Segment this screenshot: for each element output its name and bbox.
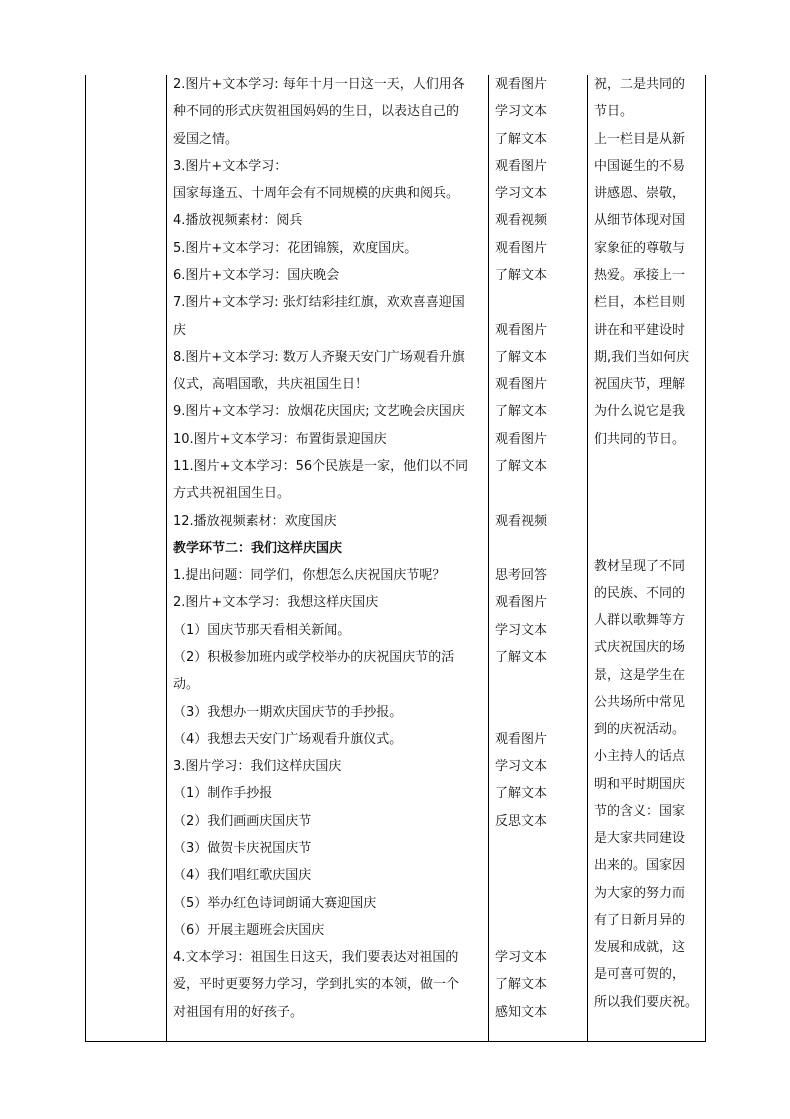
intent-line: 从细节体现对国 <box>594 213 686 228</box>
table-divider-3 <box>587 75 588 1042</box>
intent-line: 是可喜可贺的， <box>594 967 686 982</box>
content-line: 1.提出问题：同学们，你想怎么庆祝国庆节呢？ <box>173 568 446 583</box>
table-border-left <box>85 75 86 1042</box>
content-line: （1）国庆节那天看相关新闻。 <box>173 623 351 638</box>
content-line: 5.图片+文本学习：花团锦簇，欢度国庆。 <box>173 241 418 256</box>
table-border-right <box>705 75 706 1042</box>
activity-line: 了解文本 <box>495 132 548 147</box>
content-line: （2）积极参加班内或学校举办的庆祝国庆节的活 <box>173 650 455 665</box>
intent-line: 栏目，本栏目则 <box>594 295 686 310</box>
section-heading: 教学环节二：我们这样庆国庆 <box>173 541 343 556</box>
intent-line: 小主持人的话点 <box>594 749 686 764</box>
intent-line: 为大家的努力而 <box>594 886 686 901</box>
content-line: 对祖国有用的好孩子。 <box>173 1005 304 1020</box>
intent-line: 有了日新月异的 <box>594 913 686 928</box>
content-line: （2）我们画画庆国庆节 <box>173 814 312 829</box>
intent-line: 人群以歌舞等方 <box>594 613 686 628</box>
content-line: （3）我想办一期欢庆国庆节的手抄报。 <box>173 705 403 720</box>
activity-line: 了解文本 <box>495 650 548 665</box>
activity-line: 观看图片 <box>495 323 548 338</box>
activity-line: 学习文本 <box>495 623 548 638</box>
intent-line: 为什么说它是我 <box>594 404 686 419</box>
content-line: 爱国之情。 <box>173 132 239 147</box>
intent-line: 明和平时期国庆 <box>594 777 686 792</box>
activity-line: 观看视频 <box>495 213 548 228</box>
table-divider-2 <box>488 75 489 1042</box>
intent-line: 期,我们当如何庆 <box>594 350 690 365</box>
table-border-bottom <box>85 1041 706 1042</box>
content-line: 庆 <box>173 323 187 338</box>
activity-line: 思考回答 <box>495 568 548 583</box>
intent-line: 讲在和平建设时 <box>594 323 686 338</box>
activity-line: 了解文本 <box>495 459 548 474</box>
intent-line: 们共同的节日。 <box>594 432 686 447</box>
content-line: （4）我想去天安门广场观看升旗仪式。 <box>173 732 403 747</box>
activity-line: 了解文本 <box>495 350 548 365</box>
activity-line: 观看图片 <box>495 732 548 747</box>
content-line: 9.图片+文本学习：放烟花庆国庆; 文艺晚会庆国庆 <box>173 404 465 419</box>
intent-line: 发展和成就，这 <box>594 940 686 955</box>
content-line: 7.图片+文本学习: 张灯结彩挂红旗，欢欢喜喜迎国 <box>173 295 465 310</box>
content-line: 爱，平时更要努力学习，学到扎实的本领，做一个 <box>173 977 460 992</box>
activity-line: 学习文本 <box>495 950 548 965</box>
content-line: （4）我们唱红歌庆国庆 <box>173 868 312 883</box>
content-line: 国家每逢五、十周年会有不同规模的庆典和阅兵。 <box>173 186 460 201</box>
activity-line: 反思文本 <box>495 814 548 829</box>
activity-line: 学习文本 <box>495 186 548 201</box>
table-divider-1 <box>166 75 167 1042</box>
intent-line: 公共场所中常见 <box>594 695 686 710</box>
intent-line: 祝，二是共同的 <box>594 77 686 92</box>
content-line: 2.图片+文本学习：我想这样庆国庆 <box>173 595 379 610</box>
activity-line: 学习文本 <box>495 759 548 774</box>
activity-line: 观看图片 <box>495 77 548 92</box>
content-line: 4.播放视频素材：阅兵 <box>173 213 303 228</box>
content-line: （3）做贺卡庆祝国庆节 <box>173 841 312 856</box>
activity-line: 学习文本 <box>495 104 548 119</box>
intent-line: 家象征的尊敬与 <box>594 241 686 256</box>
activity-line: 观看图片 <box>495 377 548 392</box>
intent-line: 祝国庆节，理解 <box>594 377 686 392</box>
content-line: 方式共祝祖国生日。 <box>173 486 291 501</box>
intent-line: 是大家共同建设 <box>594 831 686 846</box>
intent-line: 教材呈现了不同 <box>594 559 686 574</box>
intent-line: 热爱。承接上一 <box>594 268 686 283</box>
activity-line: 观看视频 <box>495 514 548 529</box>
intent-line: 式庆祝国庆的场 <box>594 640 686 655</box>
intent-line: 出来的。国家因 <box>594 858 686 873</box>
content-line: 仪式，高唱国歌，共庆祖国生日！ <box>173 377 369 392</box>
content-line: 动。 <box>173 677 200 692</box>
content-line: 2.图片+文本学习: 每年十月一日这一天，人们用各 <box>173 77 465 92</box>
content-line: 3.图片+文本学习： <box>173 159 288 174</box>
intent-line: 的民族、不同的 <box>594 586 686 601</box>
content-line: 11.图片+文本学习：56个民族是一家，他们以不同 <box>173 459 469 474</box>
intent-line: 所以我们要庆祝。 <box>594 995 699 1010</box>
content-line: 3.图片学习：我们这样庆国庆 <box>173 759 342 774</box>
intent-line: 节日。 <box>594 104 634 119</box>
activity-line: 感知文本 <box>495 1005 548 1020</box>
content-line: （5）举办红色诗词朗诵大赛迎国庆 <box>173 896 377 911</box>
intent-line: 讲感恩、崇敬， <box>594 186 686 201</box>
activity-line: 了解文本 <box>495 977 548 992</box>
intent-line: 上一栏目是从新 <box>594 132 686 147</box>
content-line: （1）制作手抄报 <box>173 786 273 801</box>
content-line: 10.图片+文本学习：布置街景迎国庆 <box>173 432 387 447</box>
content-line: 8.图片+文本学习: 数万人齐聚天安门广场观看升旗 <box>173 350 465 365</box>
intent-line: 到的庆祝活动。 <box>594 722 686 737</box>
intent-line: 节的含义：国家 <box>594 804 686 819</box>
content-line: 4.文本学习：祖国生日这天，我们要表达对祖国的 <box>173 950 459 965</box>
activity-line: 观看图片 <box>495 595 548 610</box>
activity-line: 观看图片 <box>495 159 548 174</box>
content-line: 种不同的形式庆贺祖国妈妈的生日，以表达自己的 <box>173 104 460 119</box>
activity-line: 了解文本 <box>495 404 548 419</box>
intent-line: 中国诞生的不易 <box>594 159 686 174</box>
activity-line: 观看图片 <box>495 432 548 447</box>
activity-line: 了解文本 <box>495 268 548 283</box>
intent-line: 景，这是学生在 <box>594 668 686 683</box>
content-line: 12.播放视频素材：欢度国庆 <box>173 514 337 529</box>
activity-line: 了解文本 <box>495 786 548 801</box>
content-line: （6）开展主题班会庆国庆 <box>173 923 325 938</box>
content-line: 6.图片+文本学习：国庆晚会 <box>173 268 340 283</box>
activity-line: 观看图片 <box>495 241 548 256</box>
